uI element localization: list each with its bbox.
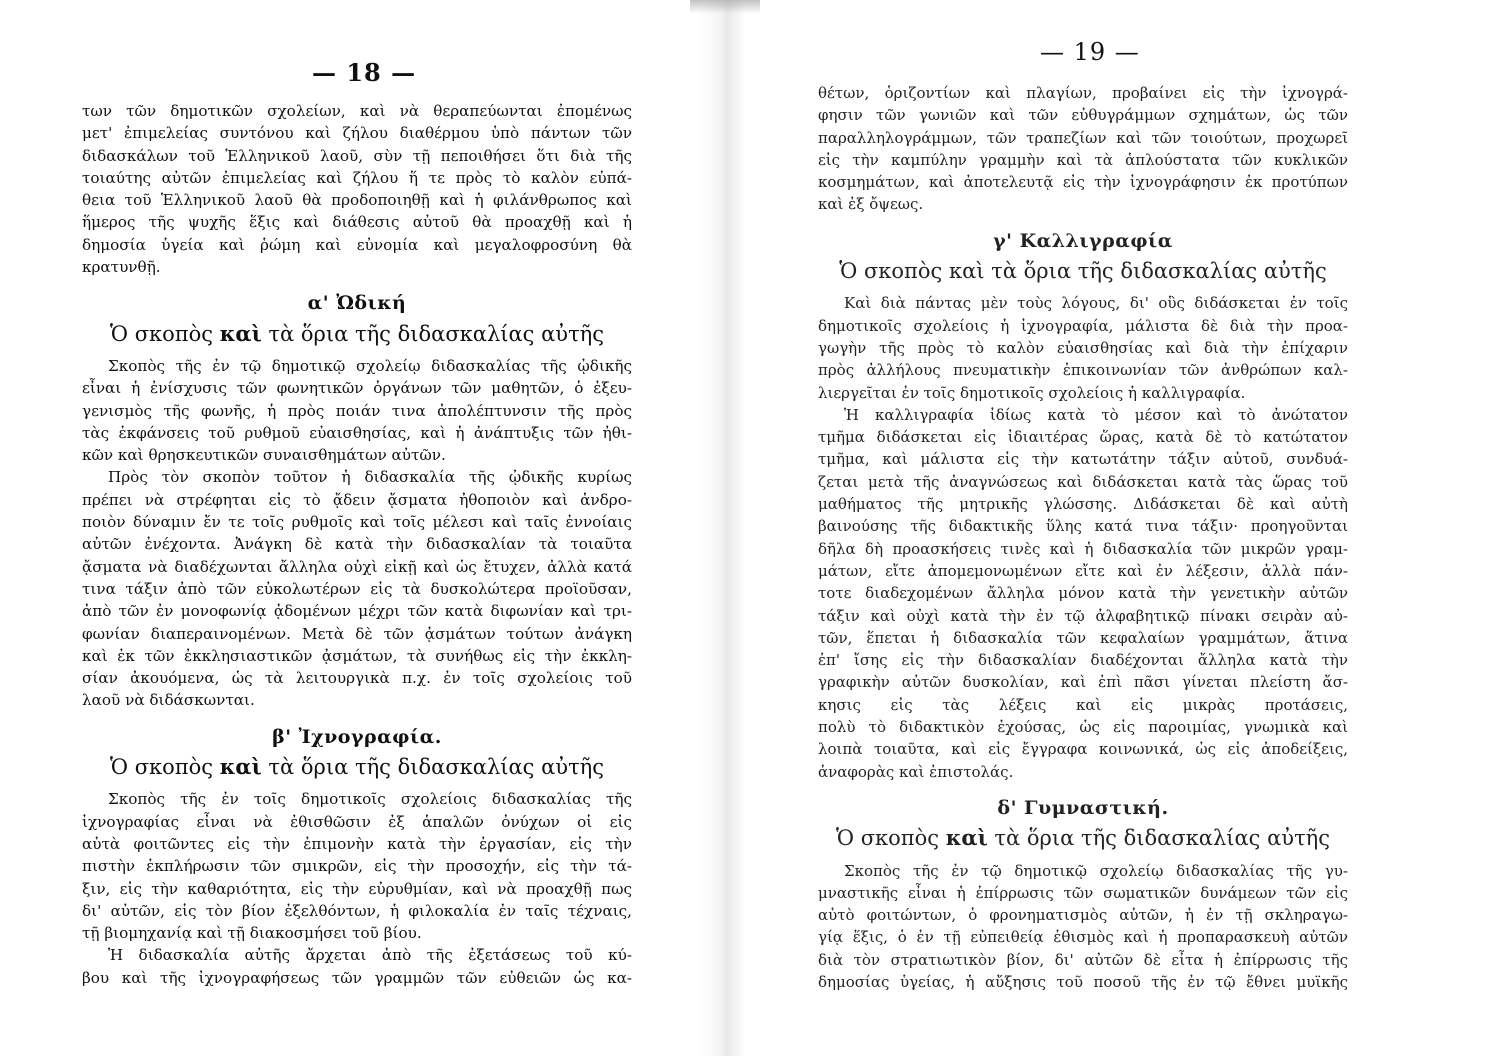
text-line: πιστὴν ἐκπλήρωσιν τῶν σμικρῶν, εἰς τὴν προσοχήν, εἰς τὴν τά- [82,857,632,876]
text-line: κρατυνθῇ. [82,258,161,277]
text-line: Καὶ διὰ πάντας μὲν τοὺς λόγους, δι' οὓς διδάσκεται ἐν τοῖς [844,294,1348,313]
text-line: ἀναφορὰς καὶ ἐπιστολάς. [818,762,1014,781]
text-line: τμῆμα διδάσκεται εἰς ἰδιαιτέρας ὥρας, κατὰ δὲ τὸ κατώτατον [818,428,1348,447]
text-line: πρέπει νὰ στρέφηται εἰς τὸ ᾄδειν ᾄσματα ἠθοποιὸν καὶ ἀνδρο- [82,490,632,509]
text-line: καὶ ἐκ τῶν ἐκκλησιαστικῶν ᾀσμάτων, τὰ συνήθως εἰς τὴν ἐκκλη- [82,646,632,665]
text-line: γίᾳ ἕξις, ὁ ἐν τῇ εὐπειθείᾳ ἐθισμὸς καὶ ἡ προπαρασκευὴ αὐτῶν [818,928,1348,947]
text-line: μναστικῆς εἶναι ἡ ἐπίρρωσις τῶν σωματικῶν δυνάμεων τῶν εἰς [818,883,1348,902]
text-line: Ἡ καλλιγραφία ἰδίως κατὰ τὸ μέσον καὶ τὸ ἀνώτατον [844,405,1348,424]
page-number: — 19 — [1040,38,1140,66]
text-line: τῶν, ἕπεται ἡ διδασκαλία τῶν κεφαλαίων γραμμάτων, ἅτινα [818,628,1348,647]
text-line: ποιὸν δύναμιν ἔν τε τοῖς ρυθμοῖς καὶ τοῖς μέλεσι καὶ ταῖς ἐννοίαις [82,513,632,532]
text-line: λαοῦ νὰ διδάσκωνται. [82,691,255,710]
intro-paragraph [82,100,632,278]
text-line: δημοσίας ὑγείας, ἡ αὔξησις τοῦ ποσοῦ τῆς ἐν τῷ ἔθνει μυϊκῆς [818,972,1348,991]
text-line: λιεργεῖται ἐν τοῖς δημοτικοῖς σχολείοις ἡ καλλιγραφία. [818,383,1246,402]
text-line: Σκοπὸς τῆς ἐν τῷ δημοτικῷ σχολείῳ διδασκαλίας τῆς ᾠδικῆς [108,356,632,375]
text-line: σίαν ἀκουόμενα, ὡς τὰ λειτουργικὰ π.χ. ἐν τοῖς σχολείοις τοῦ [82,669,632,688]
text-line: ζεται μετὰ τῆς ἀναγνώσεως καὶ διδάσκεται κατὰ τὰς ὥρας τοῦ [818,472,1348,491]
section-subheading: Ὁ σκοπὸς καὶ τὰ ὅρια τῆς διδασκαλίας αὐτῆς [109,320,605,346]
text-line: αὐτὸ φοιτώντων, ὁ φρονηματισμὸς αὐτῶν, ἡ ἐν τῇ σκληραγω- [818,906,1348,925]
text-line: Σκοπὸς τῆς ἐν τῷ δημοτικῷ σχολείῳ διδασκαλίας τῆς γυ- [844,861,1348,880]
text-line: αὐτῶν ἐνέχοντα. Ἀνάγκη δὲ κατὰ τὴν διδασκαλίαν τὰ τοιαῦτα [82,535,632,554]
text-line: δῆλα δὴ προασκήσεις τινὲς καὶ ἡ διδασκαλία τῶν μικρῶν γραμ- [818,539,1348,558]
text-line: ᾄσματα νὰ διαδέχωνται ἄλληλα οὐχὶ εἰκῇ καὶ ὡς ἔτυχεν, ἀλλὰ κατά [82,557,632,576]
text-line: αὐτὰ φοιτῶντες εἰς τὴν ἐπιμονὴν κατὰ τὴν ἐργασίαν, εἰς τὴν [82,834,632,853]
text-line: καὶ ἐξ ὄψεως. [818,195,924,214]
text-line: ἰχνογραφίας εἶναι νὰ ἐθισθῶσιν ἐξ ἁπαλῶν ὀνύχων οἱ εἰς [82,812,632,831]
section-heading: α' Ὠδική [307,292,407,315]
text-line: θεια τοῦ Ἑλληνικοῦ λαοῦ θὰ προδοποιηθῇ καὶ ἡ φιλάνθρωπος καὶ [82,191,632,210]
text-line: εἰς τὴν καμπύλην γραμμὴν καὶ τὰ ἁπλούστατα τῶν κυκλικῶν [818,150,1348,169]
text-line: τμῆμα, καὶ μάλιστα εἰς τὴν κατωτάτην τάξιν αὐτοῦ, συνδυά- [818,450,1348,469]
text-line: παραλληλογράμμων, τῶν τραπεζίων καὶ τῶν τοιούτων, προχωρεῖ [818,128,1348,147]
left-text-column [82,100,632,989]
text-line: των τῶν δημοτικῶν σχολείων, καὶ νὰ θεραπεύωνται ἐπομένως [82,102,632,120]
text-line: μετ' ἐπιμελείας συντόνου καὶ ζήλου διαθέρμου ὑπὸ πάντων τῶν [82,124,632,143]
section-subheading: Ὁ σκοπὸς καὶ τὰ ὅρια τῆς διδασκαλίας αὐτῆς [839,259,1327,284]
section-body [82,788,632,989]
text-line: Πρὸς τὸν σκοπὸν τοῦτον ἡ διδασκαλία τῆς ᾠδικῆς κυρίως [108,468,632,487]
text-line: Σκοπὸς τῆς ἐν τοῖς δημοτικοῖς σχολείοις διδασκαλίας τῆς [108,790,632,809]
text-line: δι' αὐτῶν, εἰς τὸν βίον ἐξελθόντων, ἡ φιλοκαλία ἐν ταῖς τέχναις, [82,901,632,920]
text-line: διὰ τὸν στρατιωτικὸν βίον, δι' αὐτῶν δὲ εἶτα ἡ ἐπίρρωσις τῆς [818,950,1348,969]
text-line: κῶν καὶ θρησκευτικῶν συναισθημάτων αὐτῶν. [82,446,446,465]
text-line: γενισμὸς τῆς φωνῆς, ἡ πρὸς ποιάν τινα ἀπολέπτυνσιν τῆς πρὸς [82,401,632,420]
section-body [82,355,632,712]
text-line: εἶναι ἡ ἐνίσχυσις τῶν φωνητικῶν ὀργάνων τῶν μαθητῶν, ὁ ἐξευ- [82,379,632,398]
right-page [745,0,1500,1056]
text-line: ξιν, εἰς τὴν καθαριότητα, εἰς τὴν εὐρυθμίαν, καὶ νὰ προαχθῇ πως [82,879,632,898]
text-line: βου καὶ τῆς ἰχνογραφήσεως τῶν γραμμῶν τῶν εὐθειῶν ὡς κα- [82,968,632,987]
text-line: φησιν τῶν γωνιῶν καὶ τῶν εὐθυγράμμων σχημάτων, ὡς τῶν [818,106,1348,125]
section-heading: δ' Γυμναστική. [997,796,1169,819]
left-page [0,0,700,1056]
text-line: ἀπὸ τῶν ἐν μονοφωνίᾳ ᾀδομένων μέχρι τῶν κατὰ διφωνίαν καὶ τρι- [82,602,632,621]
text-line: τοιαύτης αὐτῶν ἐπιμελείας καὶ ζήλου ἥ τε πρὸς τὸ καλὸν εὐπά- [82,168,632,187]
text-line: πολὺ τὸ διδακτικὸν ἐχούσας, ὡς εἰς παροιμίας, γνωμικὰ καὶ [818,718,1348,737]
text-line: φωνίαν διαπεραινομένων. Μετὰ δὲ τῶν ᾀσμάτων τούτων ἀνάγκη [82,624,632,643]
text-line: τὰς ἐκφάνσεις τοῦ ρυθμοῦ εὐαισθησίας, καὶ ἡ ἀνάπτυξις τῶν ἠθι- [82,423,632,442]
text-line: γραφικὴν αὐτῶν δυσκολίαν, καὶ ἐπὶ πᾶσι γίνεται πλείστη ἄσ- [818,673,1348,692]
text-line: τοτε διαδεχομένων ἄλληλα μόνον κατὰ τὴν γενετικὴν αὐτῶν [818,584,1348,603]
text-line: τάξιν καὶ οὐχὶ κατὰ τὴν ἐν τῷ ἀλφαβητικῷ πίνακι σειρὰν αὐ- [818,606,1348,625]
section-heading: γ' Καλλιγραφία [993,229,1173,252]
text-line: κησις εἰς τὰς λέξεις καὶ εἰς μικρὰς προτάσεις, [818,695,1348,714]
page-number: — 18 — [312,58,417,87]
text-line: τῇ βιομηχανίᾳ καὶ τῇ διακοσμήσει τοῦ βίου. [82,924,422,943]
text-line: μαθήματος τῆς μητρικῆς γλώσσης. Διδάσκεται δὲ καὶ αὐτὴ [818,495,1348,514]
text-line: γωγὴν τῆς πρὸς τὸ καλὸν εὐαισθησίας καὶ διὰ τὴν ἐπίχαριν [818,338,1348,357]
text-line: Ἡ διδασκαλία αὐτῆς ἄρχεται ἀπὸ τῆς ἐξετάσεως τοῦ κύ- [108,946,632,965]
book-gutter [700,0,745,1056]
text-line: ἐπ' ἴσης εἰς τὴν διδασκαλίαν διαδέχονται ἄλληλα κατὰ τὴν [818,651,1348,670]
text-line: λοιπὰ τοιαῦτα, καὶ εἰς ἔγγραφα κοινωνικά, ὡς εἰς ἀποδείξεις, [818,740,1348,759]
section-subheading: Ὁ σκοπὸς καὶ τὰ ὅρια τῆς διδασκαλίας αὐτῆς [835,825,1331,851]
section-body [818,860,1348,994]
section-heading: β' Ἰχνογραφία. [272,725,442,748]
text-line: δημοσία ὑγεία καὶ ῥώμη καὶ εὐνομία καὶ μεγαλοφροσύνη θὰ [82,235,632,254]
text-line: πρὸς ἀλλήλους πνευματικὴν ἐπικοινωνίαν τῶν ἀνθρώπων καλ- [818,361,1348,380]
right-text-column [818,82,1348,993]
text-line: κοσμημάτων, καὶ ἀποτελευτᾷ εἰς τὴν ἰχνογράφησιν ἐκ προτύπων [818,173,1348,192]
text-line: διδασκάλων τοῦ Ἑλληνικοῦ λαοῦ, σὺν τῇ πεποιθήσει ὅτι διὰ τῆς [82,146,632,165]
text-line: μάτων, εἴτε ἀπομεμονωμένων εἴτε καὶ ἐν λέξεσιν, ἀλλὰ πάν- [818,561,1348,580]
text-line: ἥμερος τῆς ψυχῆς ἕξις καὶ διάθεσις αὐτοῦ θὰ προαχθῇ καὶ ἡ [82,213,632,232]
text-line: βαινούσης τῆς διδακτικῆς ὕλης κατά τινα τάξιν· προηγοῦνται [818,517,1348,536]
intro-paragraph [818,82,1348,216]
section-subheading: Ὁ σκοπὸς καὶ τὰ ὅρια τῆς διδασκαλίας αὐτῆς [109,754,605,780]
text-line: δημοτικοῖς σχολείοις ἡ ἰχνογραφία, μάλιστα δὲ διὰ τὴν προα- [818,316,1348,335]
text-line: τινα τάξιν ἀπὸ τῶν εὐκολωτέρων εἰς τὰ δυσκολώτερα προϊοῦσαν, [82,579,632,598]
text-line: θέτων, ὁριζοντίων καὶ πλαγίων, προβαίνει εἰς τὴν ἰχνογρά- [818,84,1348,102]
section-body [818,292,1348,783]
